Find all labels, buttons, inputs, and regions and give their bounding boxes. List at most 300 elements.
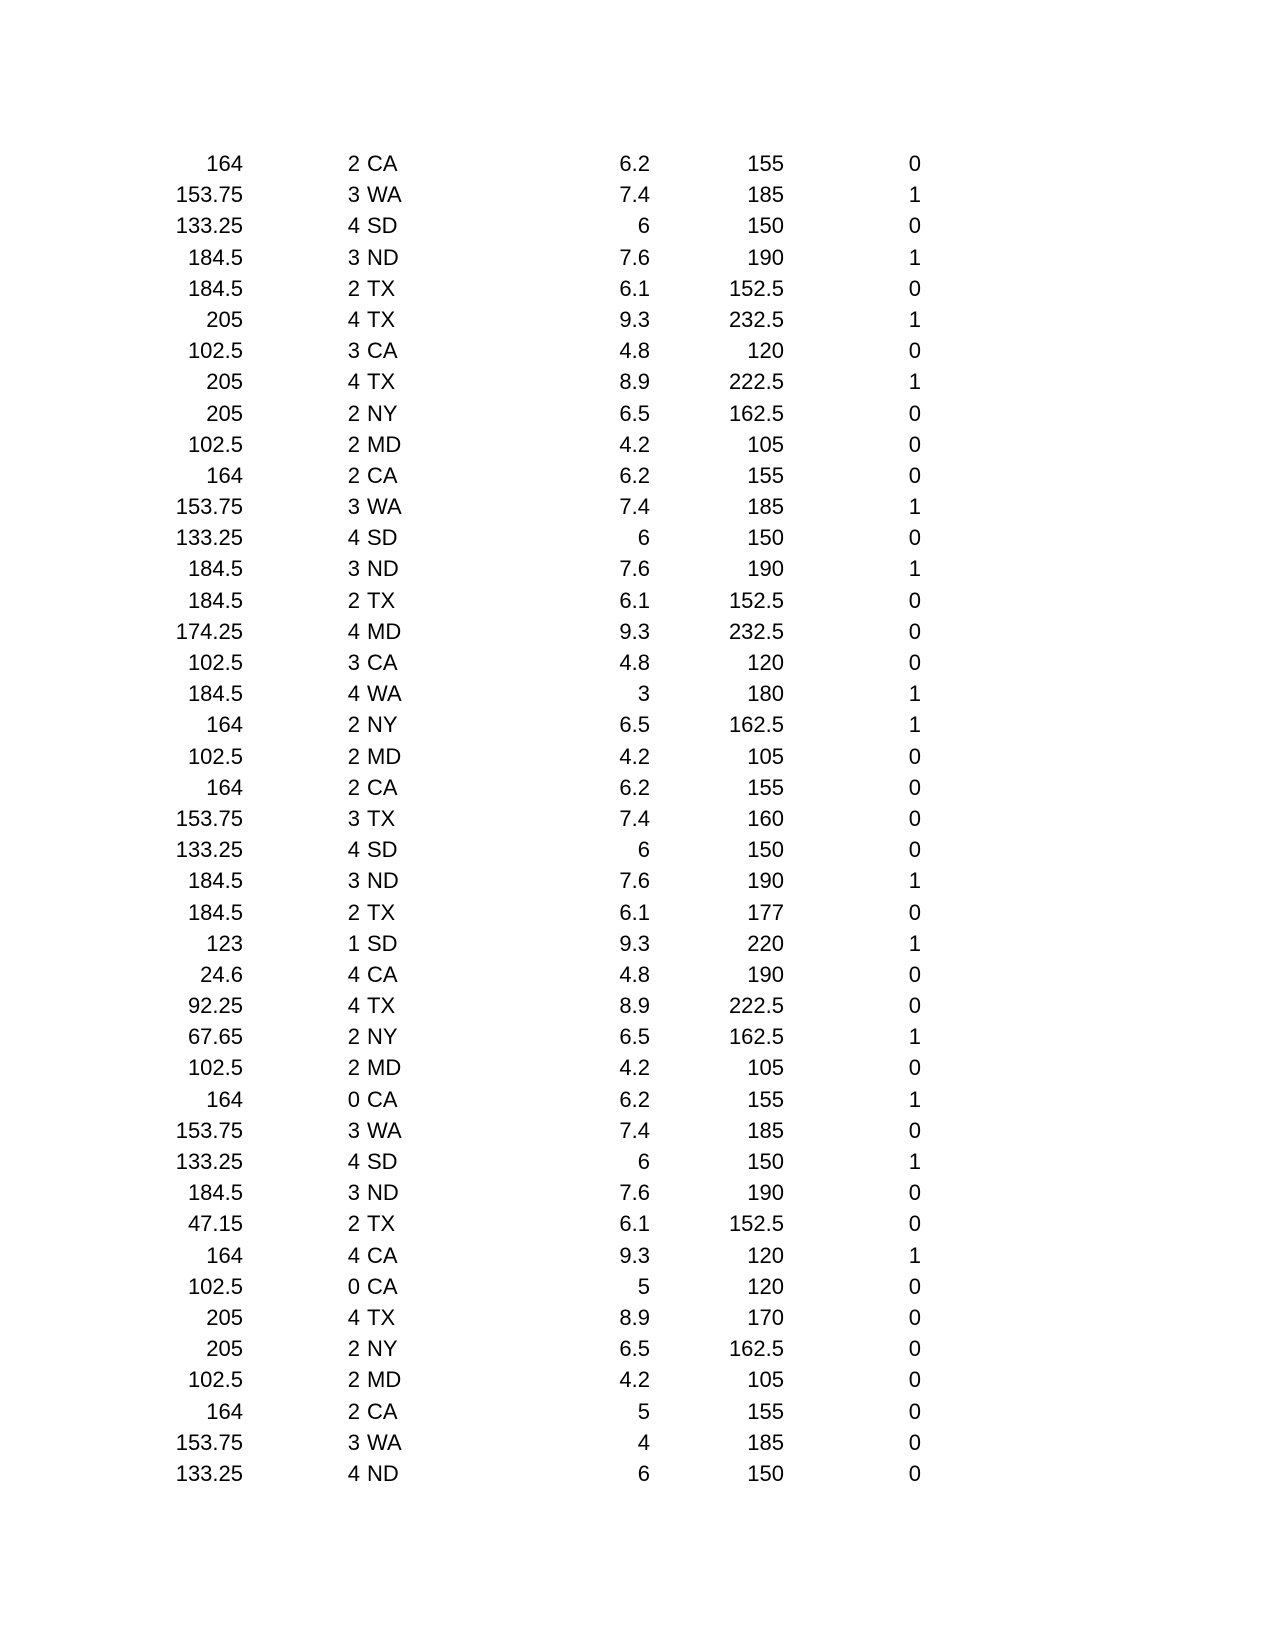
col-3-cell: TX — [367, 899, 396, 925]
col-4-cell: 6 — [637, 525, 650, 551]
col-1-cell: 24.6 — [200, 961, 243, 987]
col-3-cell: WA — [367, 182, 402, 208]
col-3-cell: MD — [367, 618, 402, 644]
col-1-cell: 102.5 — [187, 1273, 243, 1299]
col-2-cell: 4 — [347, 961, 360, 987]
col-1-cell: 67.65 — [187, 1024, 243, 1050]
table-row — [0, 242, 1275, 273]
col-1-cell: 102.5 — [187, 1055, 243, 1081]
col-5-cell: 222.5 — [728, 369, 784, 395]
col-3-cell: CA — [367, 462, 398, 488]
col-6-cell: 0 — [908, 1180, 921, 1206]
col-5-cell: 152.5 — [728, 587, 784, 613]
col-6-cell: 0 — [908, 618, 921, 644]
col-4-cell: 7.4 — [619, 1117, 650, 1143]
table-row — [0, 1052, 1275, 1083]
col-6-cell: 0 — [908, 650, 921, 675]
col-6-cell: 0 — [908, 275, 921, 301]
col-5-cell: 222.5 — [728, 993, 784, 1019]
table-row — [0, 1427, 1275, 1458]
col-6-cell: 0 — [908, 1273, 921, 1299]
col-6-cell: 0 — [908, 587, 921, 613]
col-1-cell: 205 — [206, 1304, 243, 1330]
col-3-cell: SD — [367, 213, 398, 239]
col-6-cell: 0 — [908, 338, 921, 364]
col-4-cell: 6 — [637, 1149, 650, 1174]
col-5-cell: 120 — [747, 650, 784, 675]
table-row — [0, 1208, 1275, 1239]
col-3-cell: SD — [367, 930, 398, 956]
col-2-cell: 1 — [347, 930, 360, 956]
col-4-cell: 6 — [637, 837, 650, 863]
col-5-cell: 120 — [747, 1273, 784, 1299]
col-1-cell: 184.5 — [187, 587, 243, 613]
col-1-cell: 153.75 — [175, 182, 243, 208]
col-4-cell: 6.1 — [619, 275, 650, 301]
col-3-cell: CA — [367, 961, 398, 987]
table-row — [0, 834, 1275, 865]
col-5-cell: 185 — [747, 182, 784, 208]
table-row — [0, 990, 1275, 1021]
table-row — [0, 647, 1275, 678]
col-3-cell: CA — [367, 774, 398, 800]
col-4-cell: 7.4 — [619, 805, 650, 831]
col-3-cell: TX — [367, 993, 396, 1019]
col-3-cell: NY — [367, 1336, 398, 1362]
col-4-cell: 6.2 — [619, 1086, 650, 1112]
col-6-cell: 1 — [908, 868, 921, 894]
col-4-cell: 6.5 — [619, 400, 650, 426]
table-row — [0, 803, 1275, 834]
table-row — [0, 460, 1275, 491]
table-row — [0, 398, 1275, 429]
col-6-cell: 0 — [908, 774, 921, 800]
col-2-cell: 2 — [347, 1055, 360, 1081]
col-4-cell: 5 — [637, 1398, 650, 1424]
col-2-cell: 3 — [347, 182, 360, 208]
col-4-cell: 6 — [637, 213, 650, 239]
col-2-cell: 4 — [347, 525, 360, 551]
col-5-cell: 150 — [747, 525, 784, 551]
col-6-cell: 0 — [908, 993, 921, 1019]
col-3-cell: CA — [367, 338, 398, 364]
col-5-cell: 150 — [747, 1149, 784, 1174]
col-1-cell: 102.5 — [187, 1367, 243, 1393]
col-3-cell: CA — [367, 1086, 398, 1112]
col-1-cell: 164 — [206, 712, 243, 738]
col-4-cell: 7.6 — [619, 868, 650, 894]
col-2-cell: 4 — [347, 1304, 360, 1330]
col-3-cell: ND — [367, 244, 399, 270]
col-1-cell: 164 — [206, 1398, 243, 1424]
col-5-cell: 170 — [747, 1304, 784, 1330]
col-2-cell: 4 — [347, 306, 360, 332]
col-1-cell: 205 — [206, 369, 243, 395]
col-1-cell: 184.5 — [187, 244, 243, 270]
col-1-cell: 184.5 — [187, 275, 243, 301]
col-4-cell: 6.1 — [619, 1211, 650, 1237]
col-3-cell: WA — [367, 681, 402, 707]
col-1-cell: 164 — [206, 774, 243, 800]
table-row — [0, 210, 1275, 241]
col-5-cell: 162.5 — [728, 400, 784, 426]
col-3-cell: MD — [367, 431, 402, 457]
col-4-cell: 8.9 — [619, 1304, 650, 1330]
col-5-cell: 152.5 — [728, 1211, 784, 1237]
col-5-cell: 155 — [747, 774, 784, 800]
col-2-cell: 2 — [347, 1211, 360, 1237]
col-6-cell: 0 — [908, 837, 921, 863]
col-5-cell: 152.5 — [728, 275, 784, 301]
col-3-cell: TX — [367, 275, 396, 301]
col-1-cell: 102.5 — [187, 650, 243, 675]
col-5-cell: 155 — [747, 1398, 784, 1424]
table-row — [0, 678, 1275, 709]
col-5-cell: 155 — [747, 151, 784, 176]
col-4-cell: 8.9 — [619, 993, 650, 1019]
table-row — [0, 1364, 1275, 1395]
table-row — [0, 1146, 1275, 1177]
col-2-cell: 0 — [347, 1273, 360, 1299]
col-2-cell: 3 — [347, 1429, 360, 1455]
col-5-cell: 105 — [747, 1055, 784, 1081]
col-1-cell: 184.5 — [187, 681, 243, 707]
col-4-cell: 8.9 — [619, 369, 650, 395]
table-row — [0, 273, 1275, 304]
col-1-cell: 133.25 — [175, 837, 243, 863]
col-2-cell: 2 — [347, 1336, 360, 1362]
col-1-cell: 92.25 — [187, 993, 243, 1019]
table-row — [0, 1396, 1275, 1427]
col-5-cell: 162.5 — [728, 1024, 784, 1050]
col-1-cell: 133.25 — [175, 1149, 243, 1174]
col-1-cell: 133.25 — [175, 525, 243, 551]
col-2-cell: 2 — [347, 275, 360, 301]
col-4-cell: 5 — [637, 1273, 650, 1299]
col-3-cell: NY — [367, 712, 398, 738]
col-2-cell: 2 — [347, 1367, 360, 1393]
col-4-cell: 7.6 — [619, 556, 650, 582]
col-2-cell: 3 — [347, 494, 360, 520]
col-5-cell: 220 — [747, 930, 784, 956]
col-3-cell: WA — [367, 1429, 402, 1455]
col-2-cell: 3 — [347, 338, 360, 364]
col-6-cell: 1 — [908, 182, 921, 208]
col-6-cell: 0 — [908, 1211, 921, 1237]
col-5-cell: 150 — [747, 837, 784, 863]
table-row — [0, 1177, 1275, 1208]
col-2-cell: 2 — [347, 400, 360, 426]
col-6-cell: 0 — [908, 1460, 921, 1486]
col-6-cell: 1 — [908, 306, 921, 332]
table-row — [0, 959, 1275, 990]
col-2-cell: 2 — [347, 587, 360, 613]
col-2-cell: 2 — [347, 1398, 360, 1424]
col-6-cell: 0 — [908, 213, 921, 239]
col-2-cell: 4 — [347, 837, 360, 863]
col-1-cell: 153.75 — [175, 805, 243, 831]
col-3-cell: TX — [367, 369, 396, 395]
col-3-cell: CA — [367, 151, 398, 176]
col-6-cell: 1 — [908, 556, 921, 582]
col-4-cell: 4.2 — [619, 1367, 650, 1393]
col-5-cell: 190 — [747, 244, 784, 270]
table-row — [0, 1458, 1275, 1489]
col-5-cell: 190 — [747, 1180, 784, 1206]
col-4-cell: 6.2 — [619, 774, 650, 800]
col-3-cell: SD — [367, 1149, 398, 1174]
table-row — [0, 1240, 1275, 1271]
col-1-cell: 133.25 — [175, 1460, 243, 1486]
col-3-cell: TX — [367, 1304, 396, 1330]
col-6-cell: 0 — [908, 1304, 921, 1330]
col-4-cell: 6.1 — [619, 899, 650, 925]
col-4-cell: 3 — [637, 681, 650, 707]
col-2-cell: 3 — [347, 1117, 360, 1143]
col-3-cell: CA — [367, 650, 398, 675]
col-6-cell: 1 — [908, 1024, 921, 1050]
col-2-cell: 3 — [347, 868, 360, 894]
col-6-cell: 0 — [908, 1367, 921, 1393]
col-1-cell: 102.5 — [187, 743, 243, 769]
col-4-cell: 4.2 — [619, 743, 650, 769]
table-row — [0, 1333, 1275, 1364]
col-2-cell: 2 — [347, 1024, 360, 1050]
col-6-cell: 0 — [908, 1398, 921, 1424]
col-3-cell: NY — [367, 400, 398, 426]
col-2-cell: 2 — [347, 712, 360, 738]
col-2-cell: 3 — [347, 556, 360, 582]
col-6-cell: 1 — [908, 930, 921, 956]
col-4-cell: 6.5 — [619, 1024, 650, 1050]
col-3-cell: SD — [367, 837, 398, 863]
col-6-cell: 0 — [908, 431, 921, 457]
col-6-cell: 0 — [908, 462, 921, 488]
col-6-cell: 0 — [908, 1336, 921, 1362]
col-5-cell: 232.5 — [728, 306, 784, 332]
col-6-cell: 0 — [908, 400, 921, 426]
col-4-cell: 4 — [637, 1429, 650, 1455]
col-4-cell: 7.6 — [619, 244, 650, 270]
col-5-cell: 160 — [747, 805, 784, 831]
col-3-cell: ND — [367, 556, 399, 582]
col-4-cell: 4.2 — [619, 431, 650, 457]
col-6-cell: 0 — [908, 961, 921, 987]
col-5-cell: 155 — [747, 462, 784, 488]
table-row — [0, 491, 1275, 522]
col-5-cell: 150 — [747, 1460, 784, 1486]
col-5-cell: 105 — [747, 743, 784, 769]
col-1-cell: 205 — [206, 400, 243, 426]
col-5-cell: 232.5 — [728, 618, 784, 644]
col-4-cell: 6.5 — [619, 1336, 650, 1362]
col-4-cell: 7.6 — [619, 1180, 650, 1206]
col-1-cell: 174.25 — [175, 618, 243, 644]
col-6-cell: 0 — [908, 1055, 921, 1081]
col-6-cell: 0 — [908, 805, 921, 831]
table-row — [0, 865, 1275, 896]
col-1-cell: 153.75 — [175, 1117, 243, 1143]
col-1-cell: 184.5 — [187, 899, 243, 925]
table-row — [0, 1021, 1275, 1052]
col-5-cell: 185 — [747, 494, 784, 520]
col-5-cell: 185 — [747, 1429, 784, 1455]
col-1-cell: 102.5 — [187, 338, 243, 364]
table-row — [0, 897, 1275, 928]
col-6-cell: 1 — [908, 1242, 921, 1268]
col-5-cell: 177 — [747, 899, 784, 925]
col-6-cell: 1 — [908, 1086, 921, 1112]
col-2-cell: 3 — [347, 650, 360, 675]
col-4-cell: 9.3 — [619, 1242, 650, 1268]
col-1-cell: 102.5 — [187, 431, 243, 457]
col-4-cell: 9.3 — [619, 930, 650, 956]
col-1-cell: 153.75 — [175, 1429, 243, 1455]
col-5-cell: 105 — [747, 1367, 784, 1393]
col-2-cell: 2 — [347, 774, 360, 800]
col-3-cell: TX — [367, 306, 396, 332]
col-3-cell: ND — [367, 868, 399, 894]
col-1-cell: 164 — [206, 1242, 243, 1268]
col-1-cell: 123 — [206, 930, 243, 956]
col-6-cell: 0 — [908, 1429, 921, 1455]
col-3-cell: CA — [367, 1398, 398, 1424]
col-1-cell: 184.5 — [187, 556, 243, 582]
col-1-cell: 164 — [206, 462, 243, 488]
col-2-cell: 3 — [347, 805, 360, 831]
table-row — [0, 1302, 1275, 1333]
col-5-cell: 162.5 — [728, 712, 784, 738]
col-4-cell: 6 — [637, 1460, 650, 1486]
col-5-cell: 150 — [747, 213, 784, 239]
col-2-cell: 4 — [347, 213, 360, 239]
col-3-cell: CA — [367, 1273, 398, 1299]
col-1-cell: 164 — [206, 151, 243, 176]
col-4-cell: 6.2 — [619, 151, 650, 176]
col-2-cell: 3 — [347, 244, 360, 270]
table-row — [0, 522, 1275, 553]
col-6-cell: 1 — [908, 681, 921, 707]
col-6-cell: 0 — [908, 743, 921, 769]
col-3-cell: SD — [367, 525, 398, 551]
col-3-cell: ND — [367, 1460, 399, 1486]
col-2-cell: 2 — [347, 462, 360, 488]
col-3-cell: MD — [367, 1367, 402, 1393]
table-row — [0, 616, 1275, 647]
col-1-cell: 133.25 — [175, 213, 243, 239]
col-4-cell: 9.3 — [619, 618, 650, 644]
col-6-cell: 1 — [908, 369, 921, 395]
col-6-cell: 0 — [908, 151, 921, 176]
col-3-cell: CA — [367, 1242, 398, 1268]
col-1-cell: 153.75 — [175, 494, 243, 520]
col-1-cell: 184.5 — [187, 868, 243, 894]
col-2-cell: 2 — [347, 899, 360, 925]
table-row — [0, 928, 1275, 959]
col-5-cell: 105 — [747, 431, 784, 457]
col-2-cell: 2 — [347, 743, 360, 769]
col-2-cell: 2 — [347, 431, 360, 457]
col-2-cell: 4 — [347, 1242, 360, 1268]
col-4-cell: 4.8 — [619, 650, 650, 675]
col-6-cell: 1 — [908, 712, 921, 738]
col-3-cell: TX — [367, 805, 396, 831]
col-1-cell: 184.5 — [187, 1180, 243, 1206]
col-2-cell: 4 — [347, 618, 360, 644]
col-3-cell: MD — [367, 743, 402, 769]
table-row — [0, 1115, 1275, 1146]
col-6-cell: 1 — [908, 1149, 921, 1174]
table-row — [0, 741, 1275, 772]
col-5-cell: 120 — [747, 338, 784, 364]
col-3-cell: WA — [367, 494, 402, 520]
col-5-cell: 190 — [747, 868, 784, 894]
col-3-cell: TX — [367, 1211, 396, 1237]
col-6-cell: 0 — [908, 1117, 921, 1143]
col-3-cell: ND — [367, 1180, 399, 1206]
col-1-cell: 164 — [206, 1086, 243, 1112]
col-6-cell: 1 — [908, 244, 921, 270]
col-1-cell: 205 — [206, 306, 243, 332]
col-2-cell: 4 — [347, 1460, 360, 1486]
col-1-cell: 47.15 — [187, 1211, 243, 1237]
table-row — [0, 304, 1275, 335]
table-row — [0, 709, 1275, 740]
col-6-cell: 0 — [908, 525, 921, 551]
col-5-cell: 190 — [747, 556, 784, 582]
data-table — [0, 148, 1275, 1489]
table-row — [0, 1084, 1275, 1115]
table-row — [0, 366, 1275, 397]
table-row — [0, 429, 1275, 460]
table-row — [0, 585, 1275, 616]
col-4-cell: 7.4 — [619, 182, 650, 208]
col-2-cell: 3 — [347, 1180, 360, 1206]
col-5-cell: 120 — [747, 1242, 784, 1268]
col-5-cell: 185 — [747, 1117, 784, 1143]
col-4-cell: 6.2 — [619, 462, 650, 488]
col-4-cell: 4.2 — [619, 1055, 650, 1081]
col-4-cell: 4.8 — [619, 338, 650, 364]
col-6-cell: 0 — [908, 899, 921, 925]
col-2-cell: 4 — [347, 1149, 360, 1174]
col-1-cell: 205 — [206, 1336, 243, 1362]
table-row — [0, 1271, 1275, 1302]
col-3-cell: NY — [367, 1024, 398, 1050]
col-2-cell: 4 — [347, 681, 360, 707]
col-2-cell: 0 — [347, 1086, 360, 1112]
col-4-cell: 9.3 — [619, 306, 650, 332]
col-2-cell: 4 — [347, 993, 360, 1019]
col-5-cell: 162.5 — [728, 1336, 784, 1362]
table-row — [0, 772, 1275, 803]
table-row — [0, 148, 1275, 179]
col-4-cell: 6.1 — [619, 587, 650, 613]
col-5-cell: 190 — [747, 961, 784, 987]
table-row — [0, 179, 1275, 210]
col-2-cell: 4 — [347, 369, 360, 395]
col-4-cell: 7.4 — [619, 494, 650, 520]
col-6-cell: 1 — [908, 494, 921, 520]
col-5-cell: 155 — [747, 1086, 784, 1112]
col-3-cell: MD — [367, 1055, 402, 1081]
table-row — [0, 335, 1275, 366]
col-3-cell: TX — [367, 587, 396, 613]
col-4-cell: 4.8 — [619, 961, 650, 987]
table-row — [0, 553, 1275, 584]
col-5-cell: 180 — [747, 681, 784, 707]
col-2-cell: 2 — [347, 151, 360, 176]
